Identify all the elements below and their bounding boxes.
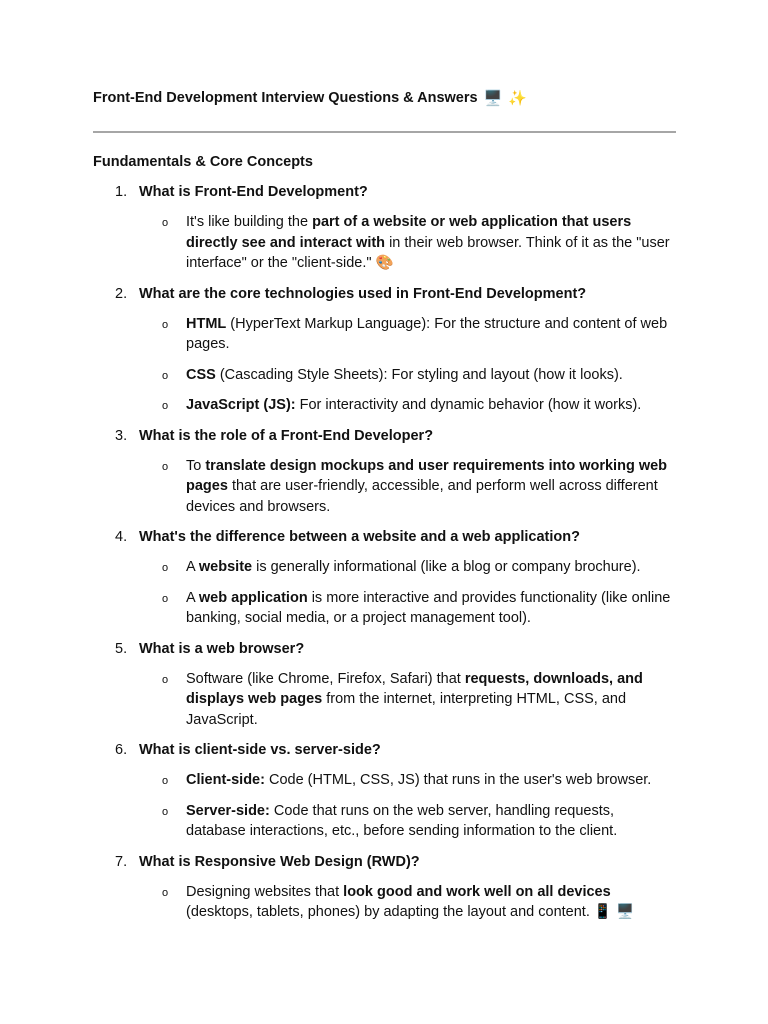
answer-item [139, 770, 676, 791]
answer-text-bold: translate design mockups and user requirements into working web pages [186, 457, 668, 494]
answer-list [139, 212, 676, 274]
bullet-icon: o [162, 886, 169, 899]
answer-text: from the internet, interpreting HTML, CSS, and JavaScript. [186, 691, 627, 728]
answer-item [139, 882, 676, 923]
answer-text-bold: CSS [186, 366, 216, 383]
bullet-icon: o [162, 369, 169, 382]
answer-text: A [186, 589, 199, 606]
answer-text-bold: Client-side: [186, 772, 265, 788]
answer-list [139, 314, 676, 416]
bullet-icon: o [162, 592, 169, 605]
question-item [93, 284, 676, 416]
answer-text-bold: part of a website or web application that users directly see and interact with [186, 214, 632, 251]
answer-list [139, 770, 676, 842]
question-number: 7. [115, 853, 128, 870]
question-number: 4. [115, 529, 128, 545]
answer-text: It's like building the [186, 214, 313, 230]
answer-text: (Cascading Style Sheets): For styling and layout (how it looks). [215, 366, 623, 383]
sparkles-icon: ✨ [508, 89, 527, 107]
question-text: What are the core technologies used in Front-End Development? [139, 285, 587, 302]
answer-text: is more interactive and provides functionality (like online banking, social media, or a project management tool). [186, 589, 671, 626]
section-heading: Fundamentals & Core Concepts [93, 154, 313, 170]
answer-text: Code that runs on the web server, handling requests, database interactions, etc., before sending information to the client. [186, 802, 618, 839]
answer-item [139, 557, 676, 578]
answer-item [139, 212, 676, 274]
question-number: 6. [115, 742, 128, 758]
bullet-icon: o [162, 400, 169, 412]
bullet-icon: o [162, 562, 169, 574]
question-number: 3. [115, 427, 128, 444]
answer-item [139, 588, 676, 629]
answer-text-bold: requests, downloads, and displays web pages [186, 670, 643, 707]
bullet-icon: o [162, 673, 169, 686]
answer-text: (HyperText Markup Language): For the structure and content of web pages. [186, 315, 668, 352]
answer-text: (desktops, tablets, phones) by adapting the layout and content. 📱 🖥️ [186, 904, 635, 920]
answer-item [139, 395, 676, 416]
question-number: 5. [115, 640, 128, 657]
answer-list [139, 669, 676, 731]
answer-text: Code (HTML, CSS, JS) that runs in the user's web browser. [264, 772, 652, 788]
answer-item [139, 801, 676, 842]
question-item [93, 852, 676, 923]
bullet-icon: o [162, 217, 169, 229]
question-text: What is client-side vs. server-side? [139, 742, 381, 758]
answer-item [139, 669, 676, 731]
desktop-computer-icon: 🖥️ [483, 89, 503, 107]
question-text: What is a web browser? [139, 640, 305, 657]
answer-item [139, 314, 676, 355]
bullet-icon: o [162, 318, 169, 331]
document-title [93, 88, 676, 108]
answer-text: For interactivity and dynamic behavior (how it works). [295, 397, 642, 413]
answer-text-bold: HTML [186, 315, 227, 332]
question-text: What is Front-End Development? [139, 184, 368, 200]
bullet-icon: o [162, 805, 169, 818]
bullet-icon: o [162, 460, 169, 473]
question-item [93, 639, 676, 731]
answer-text-bold: website [198, 559, 253, 575]
answer-text-bold: Server-side: [186, 802, 270, 819]
question-text: What's the difference between a website and a web application? [139, 529, 580, 545]
question-list [93, 182, 676, 923]
answer-text-bold: JavaScript (JS): [186, 397, 296, 413]
question-number: 2. [115, 285, 128, 302]
answer-text: is generally informational (like a blog or company brochure). [252, 559, 641, 575]
answer-item [139, 365, 676, 386]
answer-text-bold: web application [198, 589, 308, 606]
bullet-icon: o [162, 775, 169, 787]
question-item [93, 527, 676, 629]
answer-text: that are user-friendly, accessible, and perform well across different devices and browsers. [186, 478, 658, 515]
answer-list [139, 882, 676, 923]
answer-text: Designing websites that [186, 883, 344, 900]
question-number: 1. [115, 184, 128, 200]
answer-list [139, 557, 676, 629]
answer-text: in their web browser. Think of it as the "user interface" or the "client-side." 🎨 [186, 234, 670, 271]
answer-text: To [186, 457, 206, 474]
question-text: What is Responsive Web Design (RWD)? [139, 853, 420, 870]
answer-text: A [186, 559, 199, 575]
answer-item [139, 456, 676, 518]
document-title-text: Front-End Development Interview Questions & Answers [93, 90, 478, 106]
answer-text-bold: look good and work well on all devices [343, 883, 611, 900]
question-text: What is the role of a Front-End Developer? [139, 427, 434, 444]
answer-list [139, 456, 676, 518]
horizontal-divider [93, 131, 676, 133]
question-item [93, 740, 676, 842]
answer-text: Software (like Chrome, Firefox, Safari) that [186, 670, 465, 687]
question-item [93, 182, 676, 274]
question-item [93, 426, 676, 518]
